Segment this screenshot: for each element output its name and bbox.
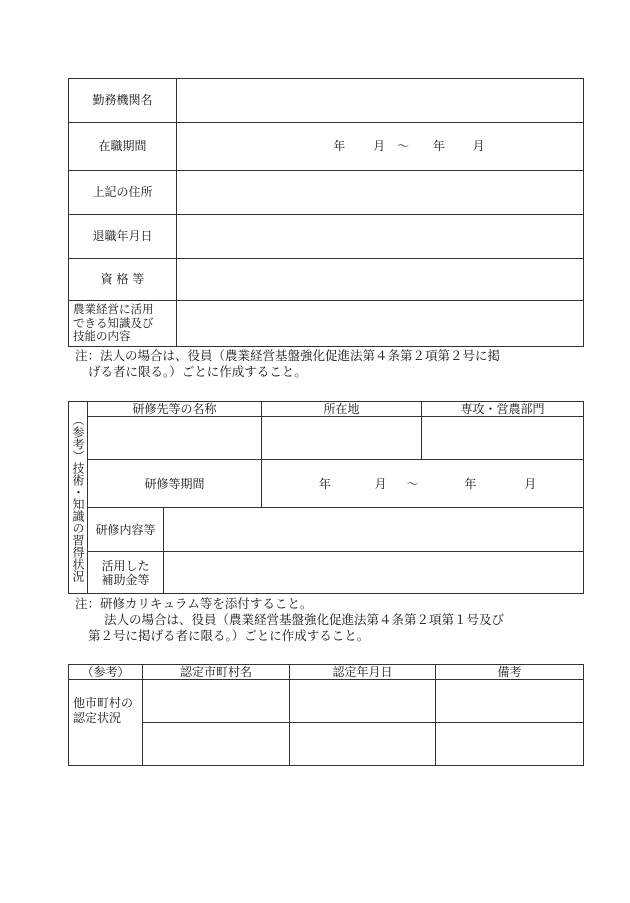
training-period-tilde: ～ bbox=[406, 476, 419, 491]
subsidy-label bbox=[88, 552, 164, 594]
workplace-label: 勤務機関名 bbox=[69, 79, 177, 123]
knowledge-label-line3: 技能の内容 bbox=[73, 329, 131, 344]
status-label-line2: 認定状況 bbox=[73, 710, 122, 725]
location-field[interactable] bbox=[262, 417, 422, 460]
workplace-field[interactable] bbox=[177, 79, 584, 123]
training-period-year2: 年 bbox=[464, 476, 477, 491]
subsidy-label-line1: 活用した bbox=[101, 558, 150, 573]
knowledge-label bbox=[69, 301, 177, 347]
training-period-year1: 年 bbox=[318, 476, 331, 491]
training-period-label: 研修等期間 bbox=[88, 460, 262, 508]
col-date: 認定年月日 bbox=[290, 665, 436, 680]
qualification-field[interactable] bbox=[177, 259, 584, 301]
period-year2: 年 bbox=[432, 139, 445, 154]
period-year1: 年 bbox=[333, 139, 346, 154]
other-city-table bbox=[68, 664, 584, 766]
status-label-line1: 他市町村の bbox=[73, 696, 134, 711]
knowledge-label-line1: 農業経営に活用 bbox=[73, 302, 154, 317]
period-field[interactable] bbox=[177, 123, 584, 171]
training-period-field[interactable] bbox=[262, 460, 584, 508]
period-month1: 月 bbox=[373, 139, 386, 154]
address-field[interactable] bbox=[177, 171, 584, 215]
content-field[interactable] bbox=[164, 508, 584, 552]
note-1-line2: げる者に限る。）ごとに作成すること。 bbox=[88, 364, 307, 379]
employment-table bbox=[68, 78, 584, 347]
major-field[interactable] bbox=[422, 417, 584, 460]
knowledge-field[interactable] bbox=[177, 301, 584, 347]
content-label: 研修内容等 bbox=[88, 508, 164, 552]
city-field-1[interactable] bbox=[143, 680, 290, 723]
date-field-2[interactable] bbox=[290, 723, 436, 766]
retire-date-field[interactable] bbox=[177, 215, 584, 259]
col-major: 専攻・営農部門 bbox=[422, 402, 584, 417]
period-month2: 月 bbox=[472, 139, 485, 154]
note-2-line1: 注：研修カリキュラム等を添付すること。 bbox=[75, 596, 313, 611]
col-location: 所在地 bbox=[262, 402, 422, 417]
note-2-line3: 第２号に掲げる者に限る。）ごとに作成すること。 bbox=[88, 628, 370, 643]
col-training-name: 研修先等の名称 bbox=[88, 402, 262, 417]
note-1-line1: 注：法人の場合は、役員（農業経営基盤強化促進法第４条第２項第２号に掲 bbox=[75, 348, 501, 363]
note-2-line2: 法人の場合は、役員（農業経営基盤強化促進法第４条第２項第１号及び bbox=[104, 612, 505, 627]
city-field-2[interactable] bbox=[143, 723, 290, 766]
remarks-field-2[interactable] bbox=[436, 723, 584, 766]
retire-date-label: 退職年月日 bbox=[69, 215, 177, 259]
subsidy-field[interactable] bbox=[164, 552, 584, 594]
period-label: 在職期間 bbox=[69, 123, 177, 171]
col-remarks: 備考 bbox=[436, 665, 584, 680]
other-city-status-label bbox=[69, 680, 143, 766]
subsidy-label-line2: 補助金等 bbox=[101, 572, 150, 587]
address-label: 上記の住所 bbox=[69, 171, 177, 215]
training-side-label: （参考）技術・知識の習得状況 bbox=[69, 402, 88, 594]
training-period-month1: 月 bbox=[374, 476, 387, 491]
knowledge-label-line2: できる知識及び bbox=[73, 315, 154, 330]
remarks-field-1[interactable] bbox=[436, 680, 584, 723]
qualification-label: 資 格 等 bbox=[69, 259, 177, 301]
training-table bbox=[68, 401, 584, 594]
col-city: 認定市町村名 bbox=[143, 665, 290, 680]
training-period-month2: 月 bbox=[524, 476, 537, 491]
training-name-field[interactable] bbox=[88, 417, 262, 460]
period-tilde: ～ bbox=[396, 139, 409, 154]
ref-label: （参考） bbox=[69, 665, 143, 680]
date-field-1[interactable] bbox=[290, 680, 436, 723]
